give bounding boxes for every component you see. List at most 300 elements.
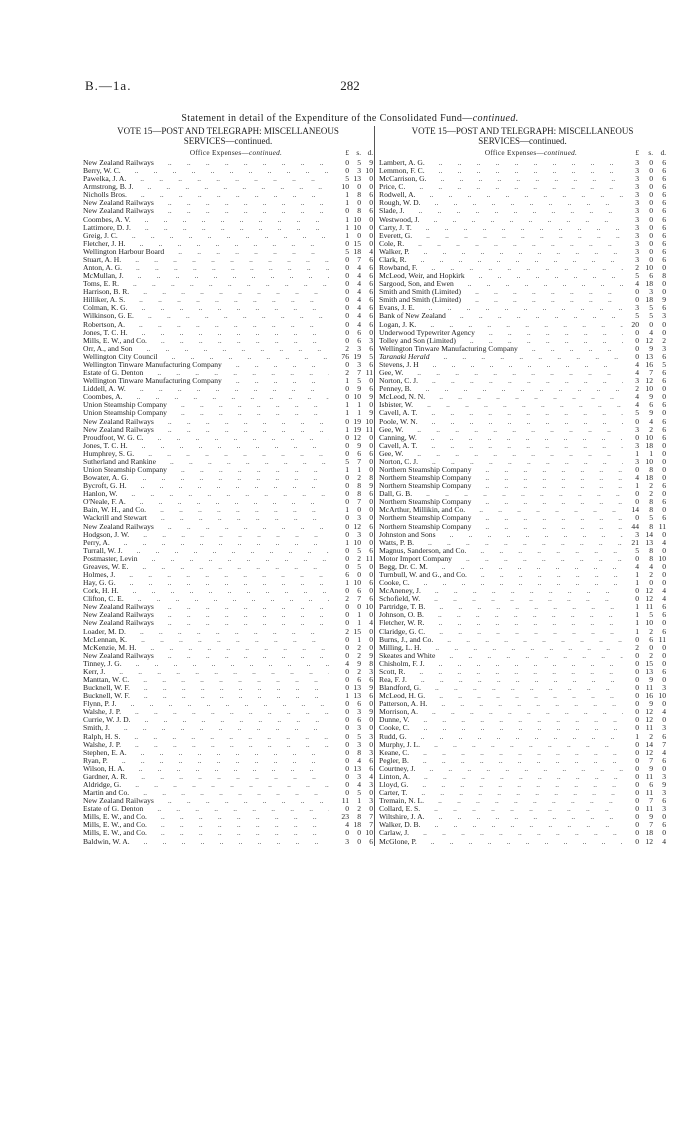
amount [329, 514, 373, 522]
amount [623, 458, 666, 466]
shillings-value: 0 [649, 223, 653, 232]
amount [329, 321, 373, 329]
table-row [375, 563, 666, 571]
pence-value: 11 [365, 425, 373, 434]
table-row [83, 434, 373, 442]
table-row [83, 587, 373, 595]
shillings-value: 10 [353, 579, 361, 588]
pence-value: 0 [369, 239, 373, 248]
amount [329, 789, 373, 797]
payee-name: Bowater, A. G. .. [83, 474, 329, 482]
amount [329, 353, 373, 361]
pounds-value: 0 [635, 433, 639, 442]
pence-value: 6 [369, 764, 373, 773]
table-row [375, 434, 666, 442]
expenditure-list [375, 159, 666, 846]
pounds-value: 4 [635, 369, 639, 378]
amount [623, 539, 666, 547]
shillings-value: 0 [649, 159, 653, 167]
vote-heading: VOTE 15—POST AND TELEGRAPH: MISCELLANEOUS SERVICES—continued. [117, 126, 339, 146]
shillings-value: 0 [649, 167, 653, 176]
shillings-value: 7 [357, 369, 361, 378]
amount [623, 224, 666, 232]
table-row [375, 692, 666, 700]
table-row [375, 652, 666, 660]
table-row [375, 603, 666, 611]
pence-value: 6 [369, 756, 373, 765]
pence-value: 10 [658, 692, 666, 701]
table-row [375, 167, 666, 175]
table-row [83, 466, 373, 474]
pounds-value: 0 [345, 740, 349, 749]
table-row [375, 821, 666, 829]
shillings-value: 4 [357, 288, 361, 297]
pounds-value: 0 [345, 514, 349, 523]
amount [329, 579, 373, 587]
pence-value: 0 [369, 627, 373, 636]
payee-name: Clark, R. .. [379, 256, 623, 264]
section-reference: B.—1a. [85, 78, 132, 93]
amount [329, 676, 373, 684]
pounds-value: 3 [635, 207, 639, 216]
table-row [375, 587, 666, 595]
pounds-value: 0 [635, 514, 639, 523]
shillings-value: 2 [649, 732, 653, 741]
table-row [375, 506, 666, 514]
table-row [375, 224, 666, 232]
pounds-value: 0 [635, 352, 639, 361]
pence-value: 8 [662, 272, 666, 281]
pence-value: 0 [369, 530, 373, 539]
payee-name: McLennan, K. .. [83, 636, 329, 644]
table-row [83, 692, 373, 700]
table-row [375, 733, 666, 741]
pence-value: 0 [662, 643, 666, 652]
shillings-value: 13 [353, 764, 361, 773]
shillings-value: 10 [353, 223, 361, 232]
pounds-value: 1 [345, 191, 349, 200]
pence-value: 3 [662, 684, 666, 693]
shillings-value: 6 [357, 587, 361, 596]
amount [623, 482, 666, 490]
table-row [375, 458, 666, 466]
pence-value: 0 [662, 619, 666, 628]
amount [329, 684, 373, 692]
pounds-value: 5 [635, 312, 639, 321]
table-row [375, 781, 666, 789]
shillings-value: 0 [649, 579, 653, 588]
vote-heading: VOTE 15—POST AND TELEGRAPH: MISCELLANEOUS SERVICES—continued. [411, 126, 634, 146]
amount [623, 353, 666, 361]
pounds-value: 0 [345, 789, 349, 798]
amount [623, 684, 666, 692]
table-row [83, 191, 373, 199]
payee-name: Carter, T. .. [379, 789, 623, 797]
pence-value: 11 [658, 522, 666, 531]
table-row [375, 240, 666, 248]
pence-value: 6 [369, 264, 373, 273]
shillings-value: 9 [357, 385, 361, 394]
table-row [83, 539, 373, 547]
pence-value: 6 [369, 272, 373, 281]
pounds-value: 1 [345, 377, 349, 386]
pence-value: 6 [369, 320, 373, 329]
shillings-value: 18 [353, 247, 361, 256]
payee-name: Ralph, H. S. .. [83, 733, 329, 741]
pence-value: 4 [662, 587, 666, 596]
table-row [83, 312, 373, 320]
payee-name: New Zealand Railways .. [83, 611, 329, 619]
pounds-value: 0 [635, 498, 639, 507]
amount [623, 668, 666, 676]
payee-name: Martin and Co. .. [83, 789, 329, 797]
pounds-value: 0 [635, 789, 639, 798]
table-row [83, 708, 373, 716]
amount [623, 595, 666, 603]
table-row [83, 321, 373, 329]
table-row [375, 571, 666, 579]
table-row [83, 579, 373, 587]
payee-name: Scott, R. .. [379, 668, 623, 676]
pence-value: 10 [365, 603, 373, 612]
shillings-value: 2 [357, 474, 361, 483]
payee-name: Anton, A. G. .. [83, 264, 329, 272]
shillings-value: 8 [649, 465, 653, 474]
shillings-header: s. [648, 149, 653, 157]
shillings-value: 2 [649, 490, 653, 499]
shillings-value: 7 [649, 797, 653, 806]
pence-value: 9 [369, 159, 373, 167]
shillings-value: 11 [645, 603, 653, 612]
amount [623, 216, 666, 224]
pounds-value: 0 [345, 304, 349, 313]
amount [623, 280, 666, 288]
pence-value: 6 [662, 175, 666, 184]
pence-value: 4 [662, 595, 666, 604]
shillings-value: 11 [645, 684, 653, 693]
pence-value: 0 [369, 465, 373, 474]
payee-name: Clifton, C. E. .. [83, 595, 329, 603]
pounds-value: 0 [345, 829, 349, 838]
pence-value: 9 [369, 482, 373, 491]
amount [623, 256, 666, 264]
payee-name: Motor Import Company .. [379, 555, 623, 563]
payee-name: Evans, J. E. .. [379, 304, 623, 312]
amount [329, 409, 373, 417]
payee-name: Lloyd, G. .. [379, 781, 623, 789]
pounds-value: 0 [635, 336, 639, 345]
table-row [83, 821, 373, 829]
pounds-value: 4 [635, 562, 639, 571]
pence-value: 4 [369, 772, 373, 781]
table-row [83, 280, 373, 288]
pounds-value: 3 [635, 183, 639, 192]
payee-name: Price, C. .. [379, 183, 623, 191]
table-row [375, 256, 666, 264]
pence-value: 8 [369, 474, 373, 483]
shillings-value: 18 [645, 280, 653, 289]
table-row [83, 361, 373, 369]
pence-value: 6 [369, 304, 373, 313]
pounds-value: 0 [345, 312, 349, 321]
shillings-value: 3 [357, 344, 361, 353]
pence-value: 0 [369, 506, 373, 515]
amount [623, 337, 666, 345]
payee-name: Flynn, P. J. .. [83, 700, 329, 708]
amount [329, 700, 373, 708]
pence-value: 6 [662, 732, 666, 741]
pence-value: 6 [662, 482, 666, 491]
payee-name: O'Neale, F. A. .. [83, 498, 329, 506]
shillings-value: 4 [357, 756, 361, 765]
amount [329, 288, 373, 296]
pence-value: 3 [369, 336, 373, 345]
pounds-value: 1 [635, 570, 639, 579]
shillings-value: 4 [649, 417, 653, 426]
pounds-value: 1 [345, 231, 349, 240]
pounds-value: 0 [345, 474, 349, 483]
pounds-value: 0 [635, 676, 639, 684]
table-row [83, 765, 373, 773]
pounds-value: 2 [635, 385, 639, 394]
payee-name: Partridge, T. B. .. [379, 603, 623, 611]
amount [623, 369, 666, 377]
pounds-value: 0 [635, 821, 639, 830]
pounds-value: 10 [341, 183, 349, 192]
shillings-value: 4 [357, 304, 361, 313]
table-row [83, 393, 373, 401]
shillings-value: 13 [353, 684, 361, 693]
shillings-value: 0 [357, 570, 361, 579]
table-row [83, 555, 373, 563]
pounds-value: 3 [635, 377, 639, 386]
shillings-value: 10 [645, 433, 653, 442]
shillings-value: 9 [649, 393, 653, 402]
payee-name: Burns, J., and Co. .. [379, 636, 623, 644]
amount [623, 636, 666, 644]
shillings-value: 0 [649, 207, 653, 216]
shillings-value: 13 [353, 175, 361, 184]
table-row [83, 563, 373, 571]
amount [329, 571, 373, 579]
table-row [83, 644, 373, 652]
pounds-value: 3 [345, 837, 349, 846]
table-row [83, 482, 373, 490]
table-row [375, 199, 666, 207]
table-row [375, 716, 666, 724]
amount [623, 700, 666, 708]
table-row [83, 514, 373, 522]
pence-value: 0 [662, 280, 666, 289]
pounds-value: 0 [345, 651, 349, 660]
pence-value: 6 [662, 183, 666, 192]
amount [329, 434, 373, 442]
table-row [83, 652, 373, 660]
payee-name: Slade, J. .. [379, 207, 623, 215]
payee-name: Jones, T. C. H. .. [83, 442, 329, 450]
payee-name: Holmes, J. .. [83, 571, 329, 579]
amount [329, 805, 373, 813]
shillings-value: 6 [357, 328, 361, 337]
payee-name: Begg, Dr. C. M. .. [379, 563, 623, 571]
pence-value: 6 [369, 207, 373, 216]
shillings-value: 6 [357, 700, 361, 709]
shillings-value: 14 [645, 740, 653, 749]
payee-name: McLeod, H. G. .. [379, 692, 623, 700]
pence-value: 0 [662, 651, 666, 660]
payee-name: Magnus, Sanderson, and Co. .. [379, 547, 623, 555]
shillings-value: 13 [645, 667, 653, 676]
table-row [83, 749, 373, 757]
payee-name: Claridge, G. C. .. [379, 628, 623, 636]
pence-value: 6 [369, 490, 373, 499]
pounds-value: 3 [635, 159, 639, 167]
shillings-value: 8 [649, 506, 653, 515]
pounds-value: 0 [345, 272, 349, 281]
pounds-value: 1 [635, 732, 639, 741]
payee-name: Walker, P. .. [379, 248, 623, 256]
shillings-value: 5 [357, 546, 361, 555]
payee-name: Robertson, A. .. [83, 321, 329, 329]
pence-value: 6 [369, 296, 373, 305]
pounds-value: 0 [635, 764, 639, 773]
payee-name: Watts, P. B. .. [379, 539, 623, 547]
pence-value: 0 [369, 611, 373, 620]
shillings-value: 10 [645, 619, 653, 628]
shillings-value: 5 [649, 514, 653, 523]
table-row [83, 167, 373, 175]
pence-value: 6 [662, 199, 666, 208]
pounds-value: 0 [635, 781, 639, 790]
amount [623, 312, 666, 320]
amount [623, 288, 666, 296]
table-row [83, 668, 373, 676]
payee-name: Schofield, W. .. [379, 595, 623, 603]
amount [329, 619, 373, 627]
pence-value: 6 [369, 837, 373, 846]
shillings-value: 0 [649, 175, 653, 184]
payee-name: Stuart, A. H. .. [83, 256, 329, 264]
pence-value: 0 [369, 514, 373, 523]
amount [623, 741, 666, 749]
shillings-value: 3 [357, 772, 361, 781]
payee-name: Proudfoot, W. G. C. .. [83, 434, 329, 442]
payee-name: Colman, K. G. .. [83, 304, 329, 312]
shillings-value: 3 [357, 360, 361, 369]
shillings-value: 0 [649, 643, 653, 652]
table-row [83, 797, 373, 805]
pounds-value: 1 [635, 627, 639, 636]
table-row [83, 345, 373, 353]
amount [329, 248, 373, 256]
payee-name: Walshe, J. P. .. [83, 708, 329, 716]
table-row [83, 409, 373, 417]
table-row [375, 789, 666, 797]
pounds-value: 0 [345, 554, 349, 563]
shillings-value: 10 [353, 215, 361, 224]
pounds-value: 1 [345, 409, 349, 418]
table-row [375, 280, 666, 288]
column-subheading [83, 147, 373, 159]
amount [329, 474, 373, 482]
pounds-value: 3 [635, 304, 639, 313]
payee-name: Taranaki Herald .. [379, 353, 623, 361]
payee-name: Walshe, J. P. .. [83, 741, 329, 749]
amount [329, 628, 373, 636]
shillings-value: 4 [357, 272, 361, 281]
amount [623, 789, 666, 797]
pence-value: 3 [662, 312, 666, 321]
payee-name: New Zealand Railways .. [83, 797, 329, 805]
amount [329, 757, 373, 765]
payee-name: New Zealand Railways .. [83, 159, 329, 167]
pounds-value: 0 [345, 546, 349, 555]
payee-name: Hanlon, W. .. [83, 490, 329, 498]
shillings-value: 12 [645, 587, 653, 596]
pence-value: 0 [369, 538, 373, 547]
pounds-value: 0 [345, 684, 349, 693]
payee-name: McGlone, P. .. [379, 838, 623, 846]
amount [329, 644, 373, 652]
payee-name: Canning, W. .. [379, 434, 623, 442]
pence-value: 6 [662, 611, 666, 620]
amount [329, 829, 373, 837]
table-row [83, 450, 373, 458]
pounds-value: 0 [635, 651, 639, 660]
shillings-value: 5 [357, 562, 361, 571]
pounds-value: 0 [635, 635, 639, 644]
table-row [375, 523, 666, 531]
pence-value: 6 [369, 280, 373, 289]
amount [329, 724, 373, 732]
pounds-value: 1 [345, 199, 349, 208]
payee-name: Perry, A. .. [83, 539, 329, 547]
pence-value: 6 [662, 401, 666, 410]
table-row [83, 401, 373, 409]
payee-name: Wellington Tinware Manufacturing Company .. [83, 377, 329, 385]
pence-value: 6 [369, 522, 373, 531]
pounds-value: 21 [631, 538, 639, 547]
shillings-value: 13 [353, 692, 361, 701]
pounds-value: 2 [635, 643, 639, 652]
table-row [83, 426, 373, 434]
pence-value: 0 [662, 449, 666, 458]
payee-name: Bycroft, G. H. .. [83, 482, 329, 490]
table-row [375, 595, 666, 603]
shillings-value: 6 [649, 781, 653, 790]
pence-value: 0 [369, 805, 373, 814]
shillings-value: 0 [357, 506, 361, 515]
table-row [375, 272, 666, 280]
pounds-value: 4 [635, 360, 639, 369]
payee-name: Milling, L. H. .. [379, 644, 623, 652]
shillings-value: 3 [357, 514, 361, 523]
pence-value: 6 [369, 579, 373, 588]
payee-name: Wellington City Council .. [83, 353, 329, 361]
table-row [83, 741, 373, 749]
pence-value: 0 [369, 498, 373, 507]
amount [329, 838, 373, 846]
table-row [83, 498, 373, 506]
amount [623, 724, 666, 732]
pounds-value: 0 [635, 724, 639, 733]
amount [623, 264, 666, 272]
table-row [375, 838, 666, 846]
payee-name: Johnson, O. B. .. [379, 611, 623, 619]
pounds-value: 76 [341, 352, 349, 361]
amount [329, 361, 373, 369]
table-row [83, 288, 373, 296]
